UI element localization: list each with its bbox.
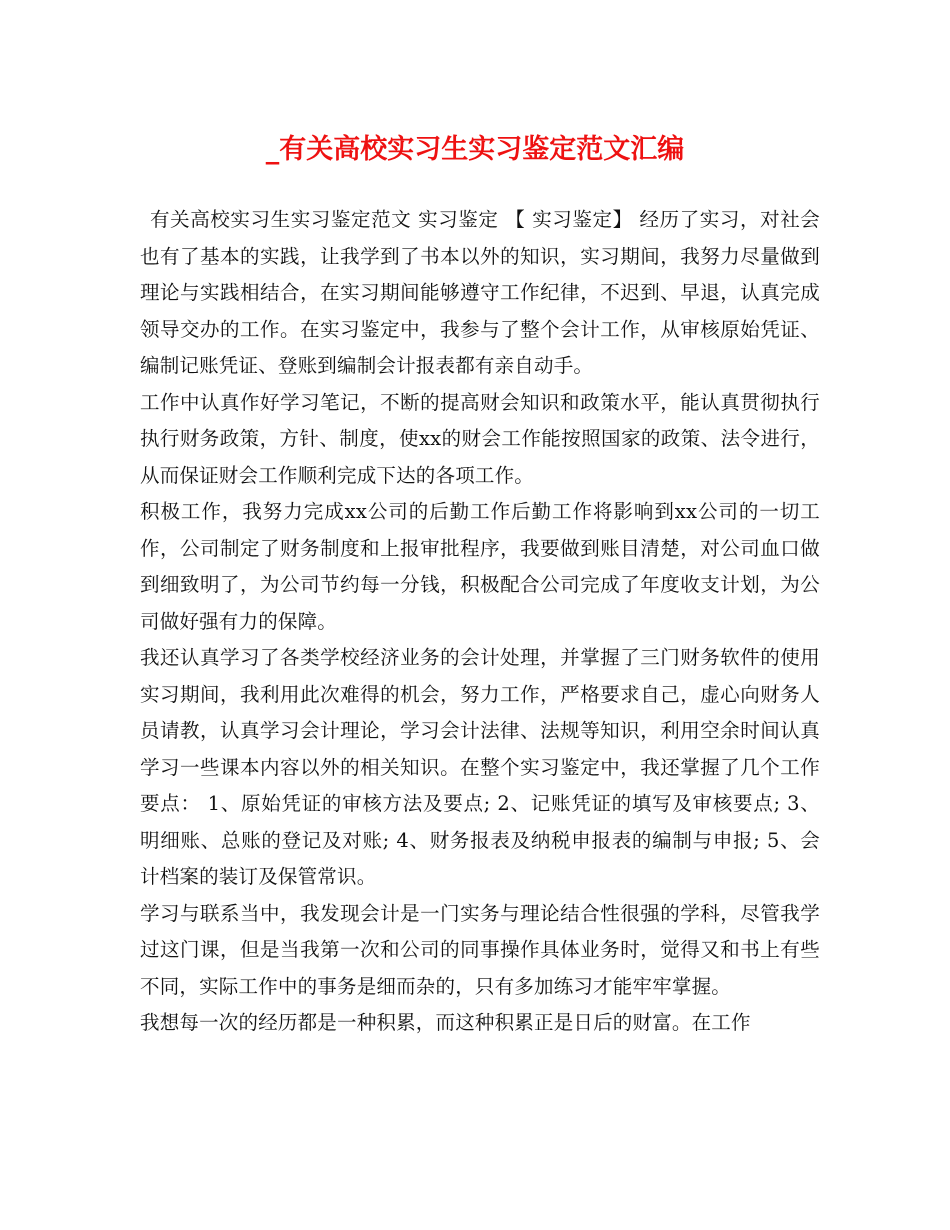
document-title: _有关高校实习生实习鉴定范文汇编 — [265, 134, 685, 165]
paragraph: 我想每一次的经历都是一种积累，而这种积累正是日后的财富。在工作 — [140, 1011, 751, 1034]
document-body — [140, 202, 820, 1042]
paragraph: 积极工作，我努力完成xx公司的后勤工作后勤工作将影响到xx公司的一切工作，公司制定了财务制度和上报审批程序，我要做到账目清楚，对公司血口做到细致明了，为公司节约每一分钱，积极配合公司完成了年度收支计划，为公司做好强有力的保障。 — [140, 500, 820, 633]
paragraph: 有关高校实习生实习鉴定范文 实习鉴定 【 实习鉴定】 经历了实习，对社会也有了基本的实践，让我学到了书本以外的知识，实习期间，我努力尽量做到理论与实践相结合，在实习期间能够遵守工作纪律，不迟到、早退，认真完成领导交办的工作。在实习鉴定中，我参与了整个会计工作，从审核原始凭证、编制记账凭证、登账到编制会计报表都有亲自动手。 — [140, 208, 820, 377]
paragraph: 学习与联系当中，我发现会计是一门实务与理论结合性很强的学科，尽管我学过这门课，但是当我第一次和公司的同事操作具体业务时，觉得又和书上有些不同，实际工作中的事务是细而杂的，只有多加练习才能牢牢掌握。 — [140, 901, 820, 998]
paragraph: 我还认真学习了各类学校经济业务的会计处理，并掌握了三门财务软件的使用实习期间，我利用此次难得的机会，努力工作，严格要求自己，虚心向财务人员请教，认真学习会计理论，学习会计法律、法规等知识，利用空余时间认真学习一些课本内容以外的相关知识。在整个实习鉴定中，我还掌握了几个工作要点： 1、原始凭证的审核方法及要点; 2、记账凭证的填写及审核要点; 3、明细账、总账的登记及对账; 4、财务报表及纳税申报表的编制与申报; 5、会计档案的装订及保管常识。 — [140, 646, 820, 888]
paragraph: 工作中认真作好学习笔记，不断的提高财会知识和政策水平，能认真贯彻执行执行财务政策，方针、制度，使xx的财会工作能按照国家的政策、法令进行，从而保证财会工作顺利完成下达的各项工作。 — [140, 390, 820, 487]
